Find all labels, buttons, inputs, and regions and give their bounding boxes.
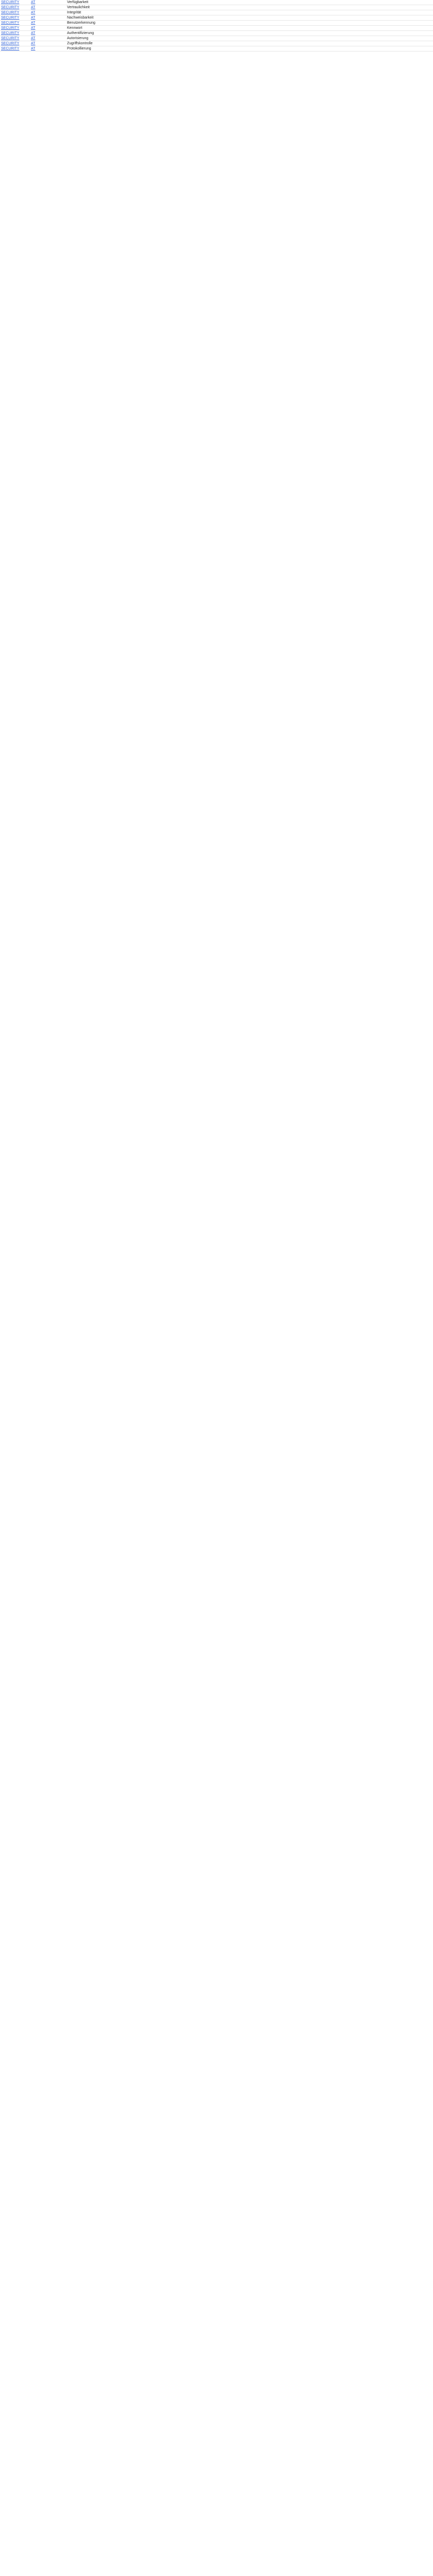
table-row — [0, 10, 433, 15]
table-cell: Integrität — [67, 11, 81, 14]
table-cell: Vertraulichkeit — [67, 6, 90, 9]
table-cell[interactable]: AT — [31, 37, 36, 40]
table-cell[interactable]: SECURITY — [1, 6, 20, 9]
table-cell[interactable]: SECURITY — [1, 11, 20, 14]
table-row — [0, 15, 433, 21]
table-row — [0, 46, 433, 52]
table-row — [0, 0, 433, 5]
table-cell[interactable]: AT — [31, 11, 36, 14]
table-cell: Nachweisbarkeit — [67, 16, 94, 20]
table-row — [0, 26, 433, 31]
table-cell[interactable]: SECURITY — [1, 42, 20, 45]
table-cell[interactable]: AT — [31, 16, 36, 20]
table-row — [0, 36, 433, 41]
table-cell: Verfügbarkeit — [67, 1, 89, 4]
table-cell: Protokollierung — [67, 47, 91, 50]
table-row — [0, 31, 433, 36]
table-cell[interactable]: AT — [31, 42, 36, 45]
table-cell[interactable]: AT — [31, 26, 36, 30]
table-cell: Zugriffskontrolle — [67, 42, 93, 45]
table-cell[interactable]: SECURITY — [1, 21, 20, 25]
table-cell[interactable]: AT — [31, 1, 36, 4]
table-cell[interactable]: AT — [31, 31, 36, 35]
table-row — [0, 21, 433, 26]
table-cell: Kennwort — [67, 26, 82, 30]
table-cell[interactable]: SECURITY — [1, 1, 20, 4]
table-row — [0, 5, 433, 10]
table-row — [0, 41, 433, 46]
table-cell[interactable]: SECURITY — [1, 37, 20, 40]
table-cell: Benutzerkennung — [67, 21, 95, 25]
table-cell[interactable]: AT — [31, 21, 36, 25]
table-cell[interactable]: SECURITY — [1, 31, 20, 35]
table-cell: Authentifizierung — [67, 31, 94, 35]
table-cell[interactable]: AT — [31, 6, 36, 9]
table-cell[interactable]: SECURITY — [1, 16, 20, 20]
table-cell[interactable]: SECURITY — [1, 26, 20, 30]
table-cell[interactable]: AT — [31, 47, 36, 50]
table-cell: Autorisierung — [67, 37, 89, 40]
table-cell[interactable]: SECURITY — [1, 47, 20, 50]
